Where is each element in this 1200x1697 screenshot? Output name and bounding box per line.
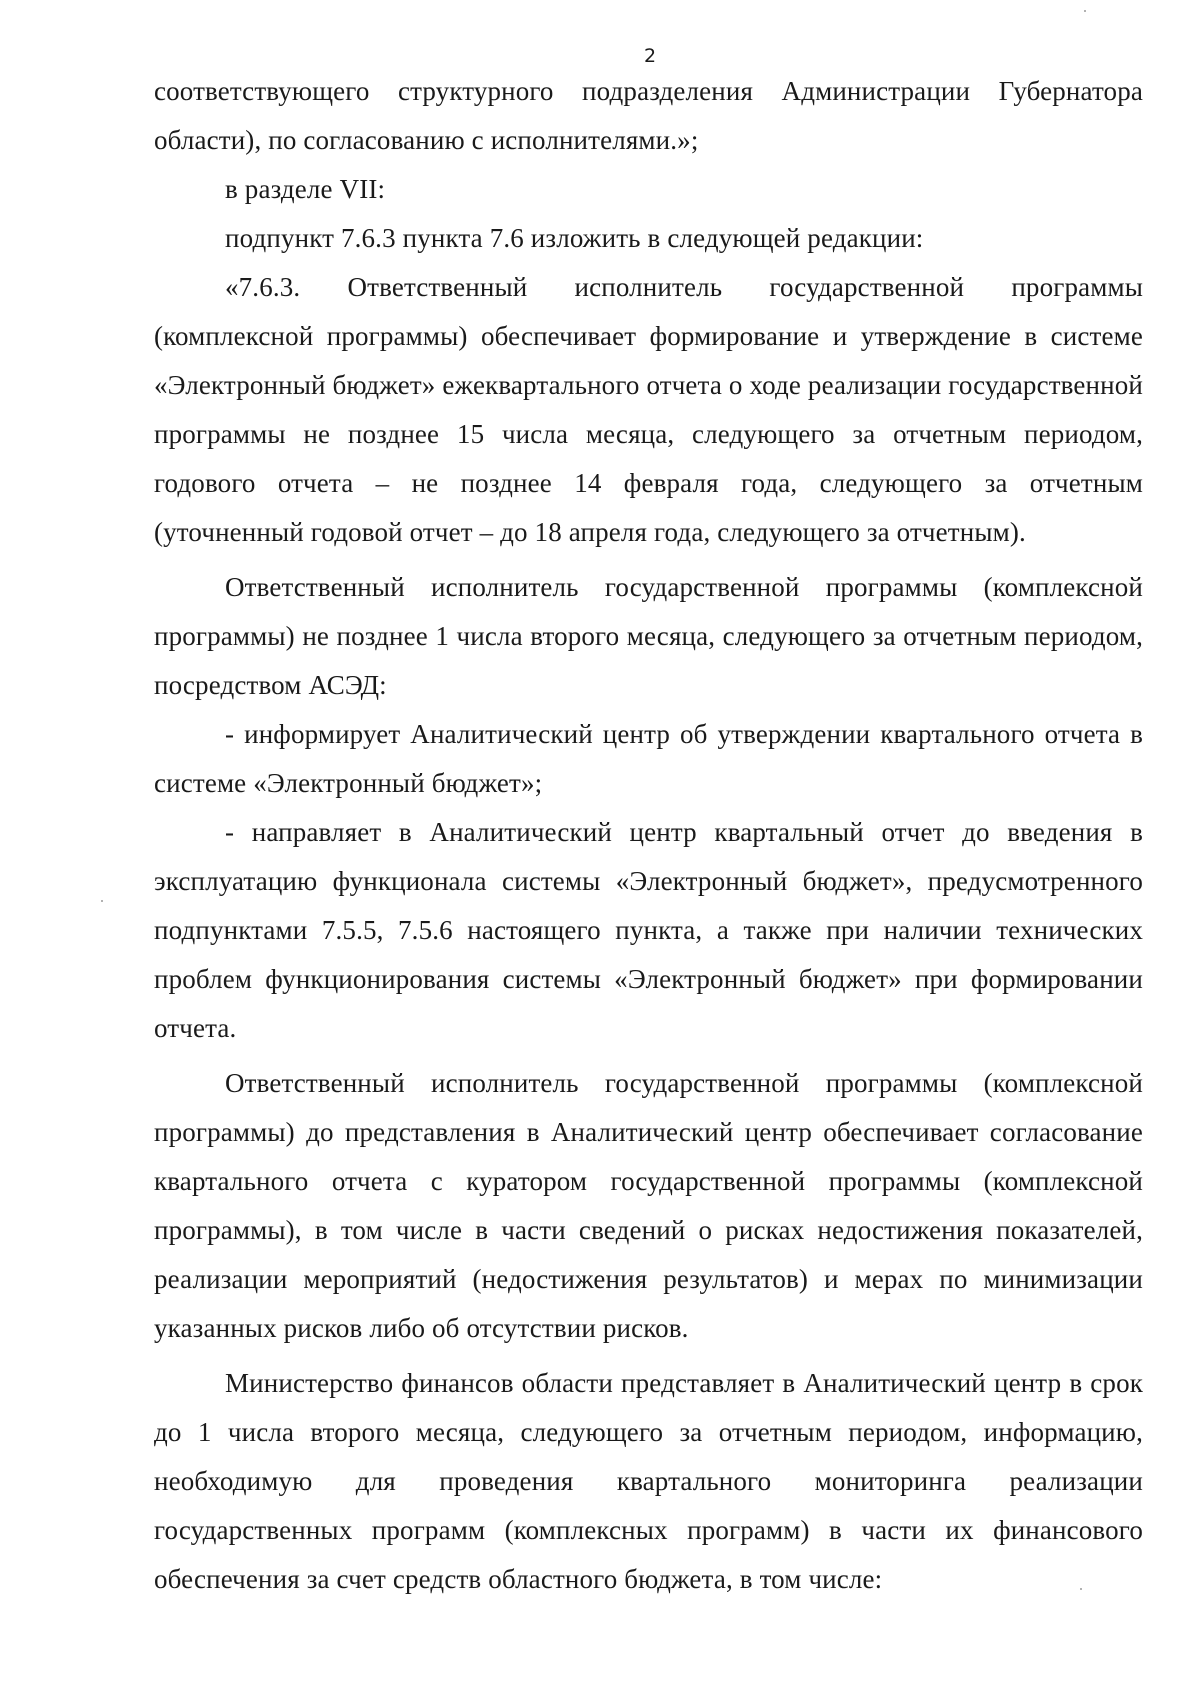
document-body	[154, 67, 1143, 1604]
scan-speck	[1080, 1588, 1082, 1590]
scan-speck	[1084, 10, 1086, 12]
list-item-informs: - информирует Аналитический центр об утверждении квартального отчета в системе «Электронный бюджет»;	[154, 719, 1143, 798]
paragraph-continuation: соответствующего структурного подразделения Администрации Губернатора области), по согласованию с исполнителями.»;	[154, 76, 1143, 155]
paragraph-ministry-of-finance: Министерство финансов области представляет в Аналитический центр в срок до 1 числа второго месяца, следующего за отчетным периодом, информацию, необходимую для проведения квартального мониторинга реализации государственных программ (комплексных программ) в части их финансового обеспечения за счет средств областного бюджета, в том числе:	[154, 1368, 1143, 1594]
page-number: 2	[643, 45, 657, 67]
paragraph-coordination: Ответственный исполнитель государственной программы (комплексной программы) до представления в Аналитический центр обеспечивает согласование квартального отчета с куратором государственной программы (комплексной программы), в том числе в части сведений о рисках недостижения показателей, реализации мероприятий (недостижения результатов) и мерах по минимизации указанных рисков либо об отсутствии рисков.	[154, 1068, 1143, 1343]
paragraph-section-reference: в разделе VII:	[225, 174, 386, 204]
paragraph-responsible-executor-deadline: Ответственный исполнитель государственной программы (комплексной программы) не позднее 1 числа второго месяца, следующего за отчетным периодом, посредством АСЭД:	[154, 572, 1143, 700]
paragraph-amendment-instruction: подпункт 7.6.3 пункта 7.6 изложить в следующей редакции:	[225, 223, 924, 253]
scan-speck	[101, 900, 103, 902]
paragraph-clause-7-6-3: «7.6.3. Ответственный исполнитель государственной программы (комплексной программы) обеспечивает формирование и утверждение в системе «Электронный бюджет» ежеквартального отчета о ходе реализации государственной программы не позднее 15 числа месяца, следующего за отчетным периодом, годового отчета – не позднее 14 февраля года, следующего за отчетным (уточненный годовой отчет – до 18 апреля года, следующего за отчетным).	[154, 272, 1143, 547]
list-item-sends: - направляет в Аналитический центр квартальный отчет до введения в эксплуатацию функционала системы «Электронный бюджет», предусмотренного подпунктами 7.5.5, 7.5.6 настоящего пункта, а также при наличии технических проблем функционирования системы «Электронный бюджет» при формировании отчета.	[154, 817, 1143, 1043]
